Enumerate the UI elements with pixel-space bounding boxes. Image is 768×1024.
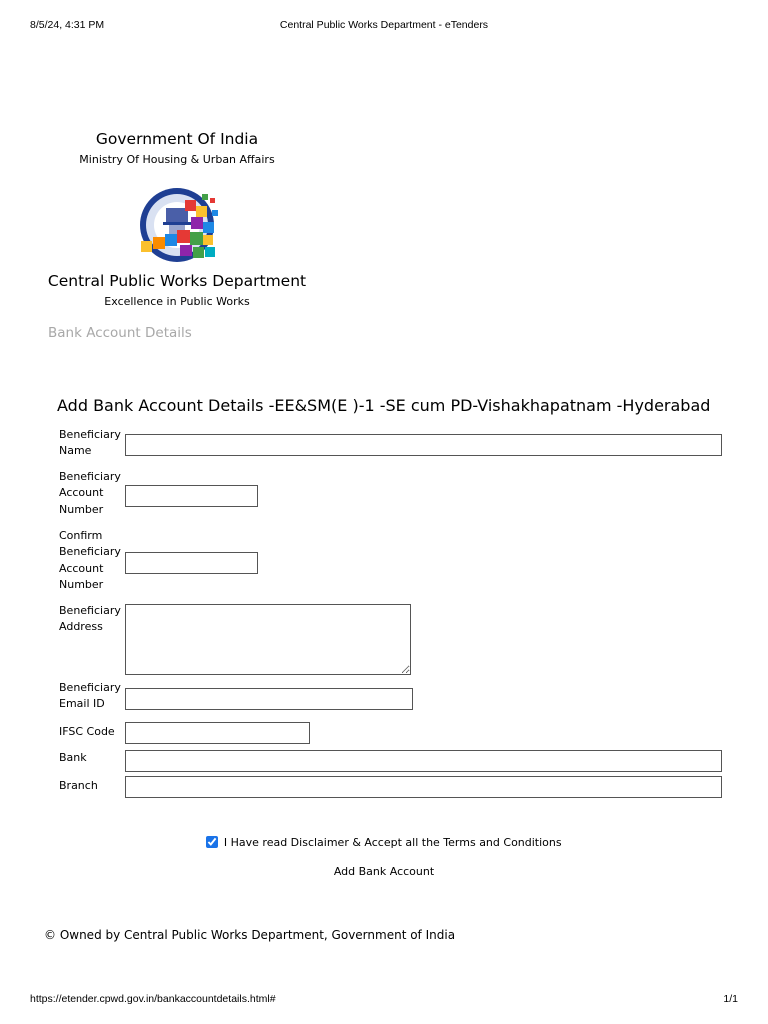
account-number-label: Beneficiary Account Number	[59, 470, 121, 516]
ifsc-input[interactable]	[125, 722, 310, 744]
address-textarea[interactable]	[125, 604, 411, 675]
department-tagline: Excellence in Public Works	[104, 295, 250, 308]
ministry-name: Ministry Of Housing & Urban Affairs	[79, 153, 275, 166]
bank-label: Bank	[59, 751, 87, 764]
cpwd-emblem-icon	[136, 184, 222, 270]
account-number-input[interactable]	[125, 485, 258, 507]
terms-checkbox[interactable]	[206, 836, 218, 848]
beneficiary-name-input[interactable]	[125, 434, 722, 456]
beneficiary-name-label: Beneficiary Name	[59, 428, 121, 458]
bank-input[interactable]	[125, 750, 722, 772]
print-page-title: Central Public Works Department - eTenders	[279, 19, 489, 31]
confirm-account-number-label: Confirm Beneficiary Account Number	[59, 529, 121, 591]
ifsc-label: IFSC Code	[59, 725, 115, 738]
print-date: 8/5/24, 4:31 PM	[30, 19, 105, 31]
submit-row	[0, 865, 768, 878]
email-label: Beneficiary Email ID	[59, 681, 121, 711]
government-title: Government Of India	[95, 130, 259, 148]
print-page-count: 1/1	[723, 993, 738, 1005]
address-label: Beneficiary Address	[59, 604, 121, 634]
nav-bank-account-details[interactable]: Bank Account Details	[48, 325, 192, 341]
print-header	[0, 19, 768, 33]
department-title: Central Public Works Department	[47, 272, 307, 290]
print-url: https://etender.cpwd.gov.in/bankaccountdetails.html#	[30, 993, 276, 1005]
terms-agreement	[0, 836, 768, 849]
email-input[interactable]	[125, 688, 413, 710]
confirm-account-number-input[interactable]	[125, 552, 258, 574]
add-bank-account-button[interactable]: Add Bank Account	[333, 865, 435, 878]
form-title: Add Bank Account Details -EE&SM(E )-1 -SE cum PD-Vishakhapatnam -Hyderabad	[57, 396, 711, 415]
branch-input[interactable]	[125, 776, 722, 798]
terms-label[interactable]: I Have read Disclaimer & Accept all the Terms and Conditions	[223, 836, 562, 849]
copyright-text: © Owned by Central Public Works Department, Government of India	[44, 928, 456, 942]
branch-label: Branch	[59, 779, 98, 792]
